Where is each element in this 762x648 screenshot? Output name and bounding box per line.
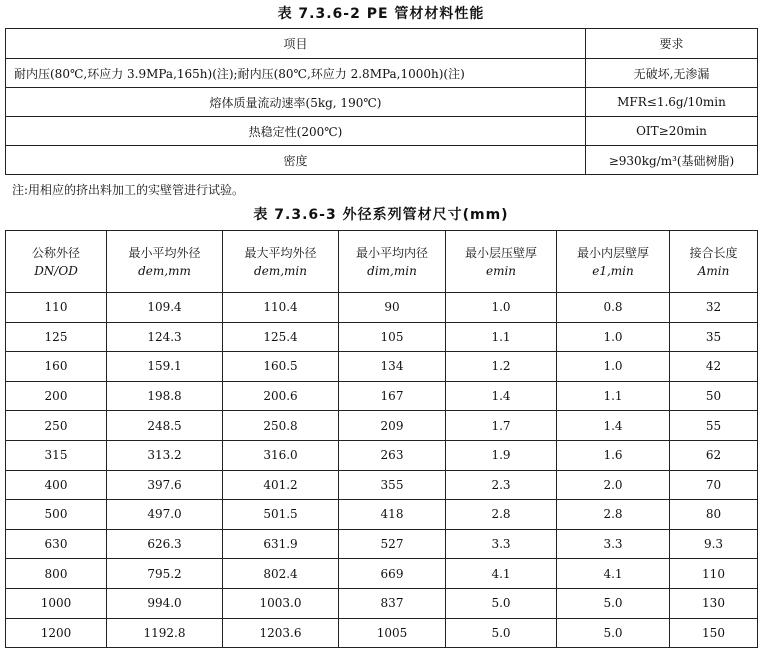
cell-joint-length: 35 [670,322,758,352]
cell-nominal-od: 200 [6,381,107,411]
material-properties-table [5,28,758,175]
cell-nominal-od: 315 [6,440,107,470]
cell-nominal-od: 110 [6,293,107,323]
table-row [6,293,758,323]
cell-min-inner-wall: 2.0 [557,470,670,500]
cell-min-mean-od: 124.3 [107,322,223,352]
cell-min-mean-od: 159.1 [107,352,223,382]
table-row [6,59,758,88]
cell-max-mean-od: 125.4 [223,322,339,352]
cell-min-mean-od: 397.6 [107,470,223,500]
table1-title: 表 7.3.6-2 PE 管材材料性能 [277,6,485,22]
cell-joint-length: 80 [670,500,758,530]
cell-min-mean-od: 248.5 [107,411,223,441]
cell-joint-length: 62 [670,440,758,470]
table-note: 注:用相应的挤出料加工的实壁管进行试验。 [12,183,245,197]
cell-requirement: ≥930kg/m³(基础树脂) [586,146,758,175]
header-requirement: 要求 [586,29,758,59]
cell-nominal-od: 160 [6,352,107,382]
cell-min-mean-id: 209 [339,411,446,441]
cell-joint-length: 9.3 [670,529,758,559]
cell-min-mean-id: 105 [339,322,446,352]
cell-min-mean-od: 626.3 [107,529,223,559]
cell-min-laminate-wall: 1.4 [446,381,557,411]
cell-min-mean-od: 795.2 [107,559,223,589]
cell-min-inner-wall: 4.1 [557,559,670,589]
table-row [6,352,758,382]
cell-min-inner-wall: 1.6 [557,440,670,470]
table-row [6,470,758,500]
cell-min-mean-id: 527 [339,529,446,559]
cell-requirement: 无破坏,无渗漏 [586,59,758,88]
table-row [6,88,758,117]
cell-joint-length: 110 [670,559,758,589]
cell-requirement: OIT≥20min [586,117,758,146]
cell-min-inner-wall: 0.8 [557,293,670,323]
header-joint-length: 接合长度 Amin [670,231,758,293]
cell-joint-length: 70 [670,470,758,500]
cell-min-mean-id: 669 [339,559,446,589]
table2-title: 表 7.3.6-3 外径系列管材尺寸(mm) [253,207,509,223]
cell-min-mean-id: 167 [339,381,446,411]
cell-min-mean-id: 1005 [339,618,446,648]
cell-nominal-od: 250 [6,411,107,441]
cell-min-laminate-wall: 1.2 [446,352,557,382]
cell-requirement: MFR≤1.6g/10min [586,88,758,117]
header-nominal-od: 公称外径 DN/OD [6,231,107,293]
cell-nominal-od: 1000 [6,588,107,618]
table-header-row [6,231,758,293]
cell-joint-length: 55 [670,411,758,441]
cell-min-laminate-wall: 2.8 [446,500,557,530]
table-row [6,117,758,146]
table-row [6,559,758,589]
header-item: 项目 [6,29,586,59]
cell-min-laminate-wall: 5.0 [446,588,557,618]
table-row [6,529,758,559]
cell-max-mean-od: 200.6 [223,381,339,411]
cell-min-inner-wall: 5.0 [557,618,670,648]
cell-joint-length: 50 [670,381,758,411]
cell-item: 密度 [6,146,586,175]
cell-min-mean-od: 198.8 [107,381,223,411]
cell-min-inner-wall: 1.0 [557,322,670,352]
cell-max-mean-od: 401.2 [223,470,339,500]
cell-nominal-od: 800 [6,559,107,589]
table-row [6,618,758,648]
cell-min-laminate-wall: 4.1 [446,559,557,589]
cell-max-mean-od: 1203.6 [223,618,339,648]
table-row [6,322,758,352]
cell-min-inner-wall: 5.0 [557,588,670,618]
header-min-laminate-wall: 最小层压壁厚 emin [446,231,557,293]
cell-item: 热稳定性(200℃) [6,117,586,146]
cell-min-mean-id: 355 [339,470,446,500]
cell-min-laminate-wall: 3.3 [446,529,557,559]
cell-min-mean-id: 837 [339,588,446,618]
cell-max-mean-od: 160.5 [223,352,339,382]
cell-nominal-od: 500 [6,500,107,530]
header-min-mean-id: 最小平均内径 dim,min [339,231,446,293]
cell-min-inner-wall: 1.0 [557,352,670,382]
cell-min-mean-od: 313.2 [107,440,223,470]
cell-item: 耐内压(80℃,环应力 3.9MPa,165h)(注);耐内压(80℃,环应力 2.8MPa,1000h)(注) [6,59,586,88]
table-header-row [6,29,758,59]
cell-max-mean-od: 250.8 [223,411,339,441]
header-min-inner-wall: 最小内层壁厚 e1,min [557,231,670,293]
cell-min-laminate-wall: 1.9 [446,440,557,470]
cell-max-mean-od: 802.4 [223,559,339,589]
cell-min-mean-od: 994.0 [107,588,223,618]
cell-min-mean-id: 418 [339,500,446,530]
table-row [6,411,758,441]
cell-joint-length: 42 [670,352,758,382]
cell-min-inner-wall: 1.4 [557,411,670,441]
cell-min-inner-wall: 1.1 [557,381,670,411]
cell-min-mean-od: 1192.8 [107,618,223,648]
cell-max-mean-od: 110.4 [223,293,339,323]
cell-min-laminate-wall: 1.7 [446,411,557,441]
table-row [6,588,758,618]
cell-min-laminate-wall: 1.0 [446,293,557,323]
cell-min-mean-od: 497.0 [107,500,223,530]
cell-max-mean-od: 316.0 [223,440,339,470]
pipe-dimensions-table [5,230,758,648]
cell-joint-length: 150 [670,618,758,648]
cell-max-mean-od: 1003.0 [223,588,339,618]
table-row [6,440,758,470]
cell-joint-length: 32 [670,293,758,323]
cell-min-laminate-wall: 1.1 [446,322,557,352]
cell-min-laminate-wall: 5.0 [446,618,557,648]
cell-joint-length: 130 [670,588,758,618]
cell-nominal-od: 1200 [6,618,107,648]
table-row [6,146,758,175]
cell-min-mean-od: 109.4 [107,293,223,323]
table-row [6,500,758,530]
cell-min-mean-id: 90 [339,293,446,323]
cell-min-inner-wall: 3.3 [557,529,670,559]
header-min-mean-od: 最小平均外径 dem,mm [107,231,223,293]
cell-min-laminate-wall: 2.3 [446,470,557,500]
cell-nominal-od: 630 [6,529,107,559]
header-max-mean-od: 最大平均外径 dem,min [223,231,339,293]
table-row [6,381,758,411]
cell-item: 熔体质量流动速率(5kg, 190℃) [6,88,586,117]
cell-min-mean-id: 134 [339,352,446,382]
cell-max-mean-od: 631.9 [223,529,339,559]
cell-min-inner-wall: 2.8 [557,500,670,530]
cell-max-mean-od: 501.5 [223,500,339,530]
cell-min-mean-id: 263 [339,440,446,470]
cell-nominal-od: 400 [6,470,107,500]
cell-nominal-od: 125 [6,322,107,352]
